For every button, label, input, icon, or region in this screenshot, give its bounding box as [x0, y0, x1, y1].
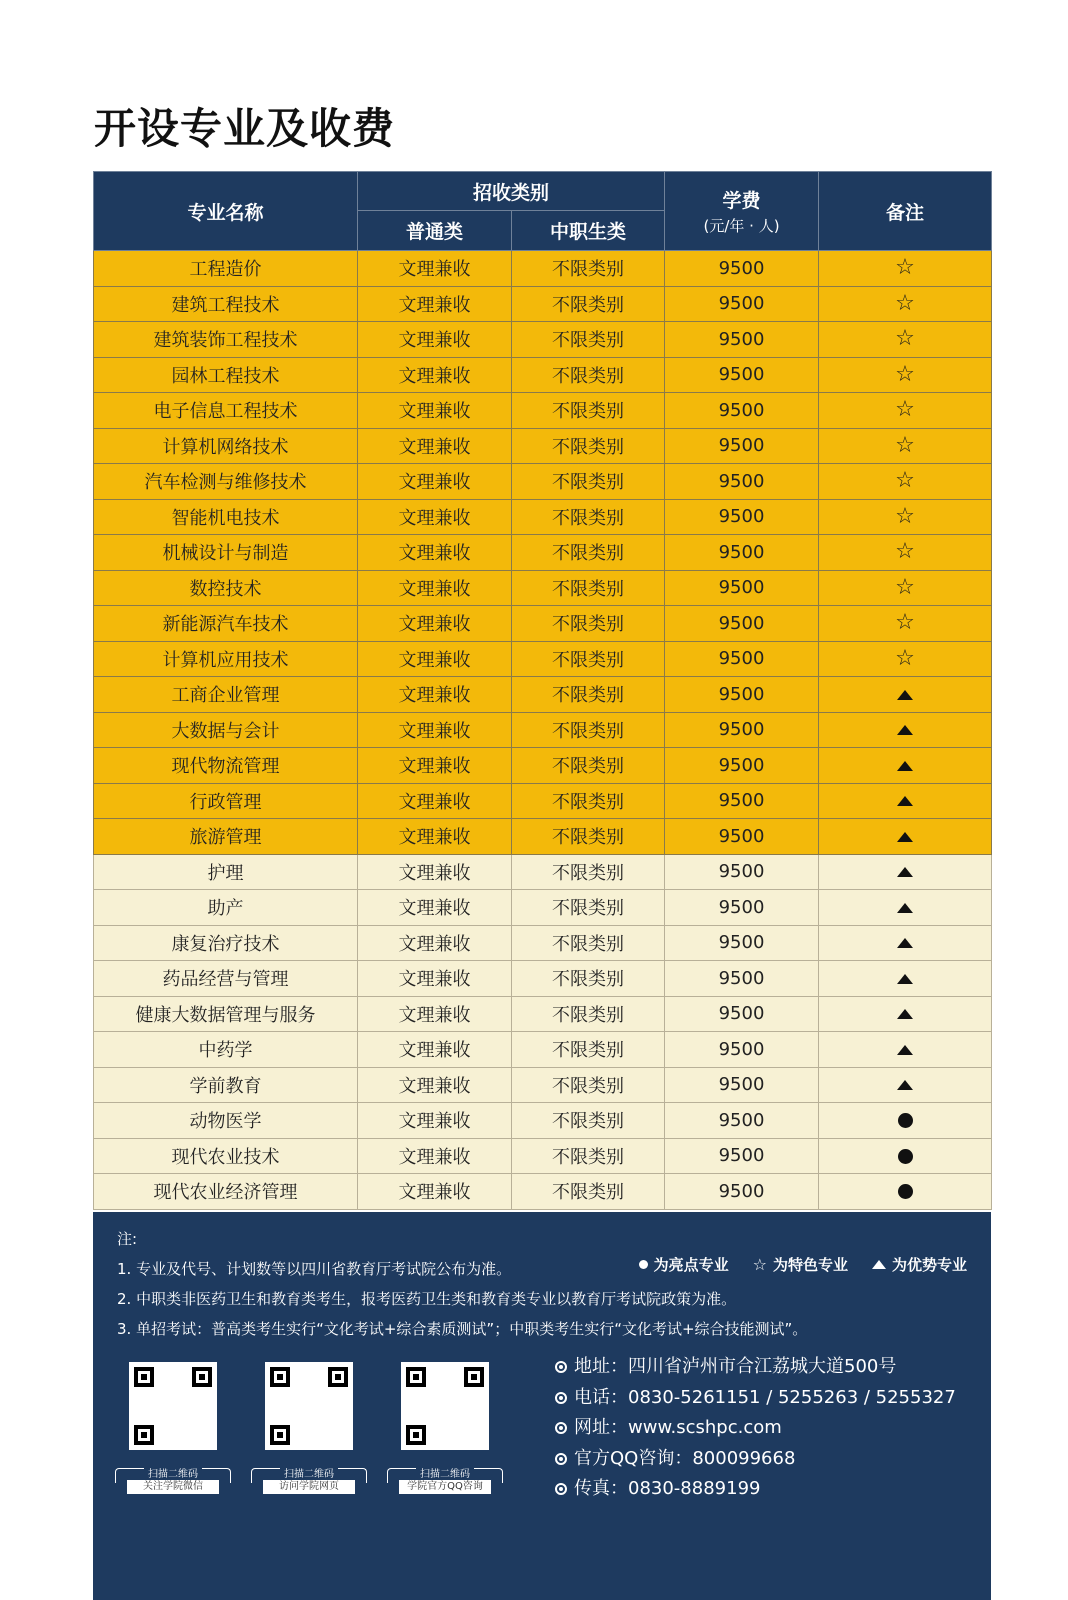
triangle-icon	[897, 1009, 913, 1019]
cell-remark	[819, 677, 992, 713]
cell-general: 文理兼收	[358, 570, 512, 606]
dot-icon	[898, 1149, 913, 1164]
cell-fee: 9500	[665, 570, 819, 606]
cell-general: 文理兼收	[358, 748, 512, 784]
triangle-icon	[897, 974, 913, 984]
legend	[639, 1254, 967, 1275]
notes-heading: 注:	[117, 1230, 138, 1248]
bullet-icon	[555, 1453, 567, 1465]
contact-fax	[555, 1474, 956, 1505]
cell-fee: 9500	[665, 286, 819, 322]
qr-website[interactable]	[251, 1362, 367, 1498]
cell-vocational: 不限类别	[512, 286, 665, 322]
header-fee-label: 学费	[722, 190, 761, 212]
contact-phone	[555, 1383, 956, 1414]
star-icon: ☆	[752, 1255, 767, 1274]
cell-vocational: 不限类别	[512, 1103, 665, 1139]
cell-name: 园林工程技术	[94, 357, 358, 393]
star-icon: ☆	[895, 610, 915, 636]
cell-general: 文理兼收	[358, 357, 512, 393]
qr-label: 访问学院网页	[263, 1480, 355, 1494]
table-row	[94, 783, 992, 819]
cell-name: 现代农业经济管理	[94, 1174, 358, 1210]
cell-remark	[819, 428, 992, 464]
cell-general: 文理兼收	[358, 677, 512, 713]
cell-remark	[819, 1103, 992, 1139]
cell-general: 文理兼收	[358, 535, 512, 571]
qr-code-icon	[265, 1362, 353, 1450]
star-icon: ☆	[895, 290, 915, 316]
table-row	[94, 961, 992, 997]
cell-fee: 9500	[665, 1138, 819, 1174]
cell-fee: 9500	[665, 1103, 819, 1139]
table-row	[94, 996, 992, 1032]
header-general: 普通类	[358, 211, 512, 251]
cell-general: 文理兼收	[358, 606, 512, 642]
cell-fee: 9500	[665, 606, 819, 642]
cell-vocational: 不限类别	[512, 606, 665, 642]
qr-label: 关注学院微信	[127, 1480, 219, 1494]
qr-scan-label: 扫描二维码	[416, 1465, 474, 1480]
cell-name: 工商企业管理	[94, 677, 358, 713]
cell-remark	[819, 1067, 992, 1103]
cell-vocational: 不限类别	[512, 677, 665, 713]
cell-name: 健康大数据管理与服务	[94, 996, 358, 1032]
bullet-icon	[555, 1483, 567, 1495]
bullet-icon	[555, 1361, 567, 1373]
cell-fee: 9500	[665, 535, 819, 571]
triangle-icon	[897, 690, 913, 700]
cell-vocational: 不限类别	[512, 570, 665, 606]
cell-general: 文理兼收	[358, 251, 512, 287]
cell-general: 文理兼收	[358, 641, 512, 677]
contact-fax-text: 传真：0830-8889199	[574, 1478, 761, 1499]
qr-code-icon	[129, 1362, 217, 1450]
cell-vocational: 不限类别	[512, 641, 665, 677]
header-enroll-group: 招收类别	[358, 172, 665, 211]
qr-wechat[interactable]	[115, 1362, 231, 1498]
star-icon: ☆	[895, 468, 915, 494]
cell-name: 药品经营与管理	[94, 961, 358, 997]
table-row	[94, 535, 992, 571]
bullet-icon	[555, 1392, 567, 1404]
cell-remark	[819, 961, 992, 997]
cell-vocational: 不限类别	[512, 925, 665, 961]
header-fee-unit: (元/年 · 人)	[703, 217, 780, 235]
cell-name: 旅游管理	[94, 819, 358, 855]
star-icon: ☆	[895, 255, 915, 281]
cell-vocational: 不限类别	[512, 783, 665, 819]
cell-fee: 9500	[665, 464, 819, 500]
table-row	[94, 890, 992, 926]
note-item: 1. 专业及代号、计划数等以四川省教育厅考试院公布为准。	[117, 1260, 512, 1278]
dot-icon	[898, 1184, 913, 1199]
legend-star-label: 为特色专业	[772, 1256, 848, 1274]
contact-address-text: 地址：四川省泸州市合江荔城大道500号	[574, 1356, 897, 1377]
cell-remark	[819, 712, 992, 748]
cell-remark	[819, 1138, 992, 1174]
triangle-icon	[897, 1045, 913, 1055]
cell-remark	[819, 783, 992, 819]
cell-remark	[819, 819, 992, 855]
table-row	[94, 712, 992, 748]
cell-remark	[819, 854, 992, 890]
cell-fee: 9500	[665, 783, 819, 819]
header-fee	[665, 172, 819, 251]
cell-name: 机械设计与制造	[94, 535, 358, 571]
cell-vocational: 不限类别	[512, 322, 665, 358]
notes	[117, 1224, 807, 1344]
cell-remark	[819, 606, 992, 642]
table-row	[94, 464, 992, 500]
table-row	[94, 925, 992, 961]
cell-general: 文理兼收	[358, 996, 512, 1032]
star-icon: ☆	[895, 361, 915, 387]
cell-remark	[819, 357, 992, 393]
cell-general: 文理兼收	[358, 1032, 512, 1068]
cell-general: 文理兼收	[358, 819, 512, 855]
star-icon: ☆	[895, 574, 915, 600]
cell-vocational: 不限类别	[512, 428, 665, 464]
cell-name: 电子信息工程技术	[94, 393, 358, 429]
cell-vocational: 不限类别	[512, 464, 665, 500]
cell-remark	[819, 1032, 992, 1068]
table-row	[94, 570, 992, 606]
cell-fee: 9500	[665, 712, 819, 748]
cell-name: 计算机网络技术	[94, 428, 358, 464]
table-row	[94, 251, 992, 287]
page-title: 开设专业及收费	[94, 104, 396, 153]
triangle-icon	[897, 1080, 913, 1090]
contact-phone-text: 电话：0830-5261151 / 5255263 / 5255327	[574, 1386, 956, 1408]
cell-general: 文理兼收	[358, 961, 512, 997]
cell-general: 文理兼收	[358, 890, 512, 926]
note-item: 3. 单招考试：普高类考生实行“文化考试+综合素质测试”；中职类考生实行“文化考试+综合技能测试”。	[117, 1320, 808, 1338]
cell-remark	[819, 499, 992, 535]
qr-scan-label: 扫描二维码	[280, 1465, 338, 1480]
cell-vocational: 不限类别	[512, 1032, 665, 1068]
triangle-icon	[897, 832, 913, 842]
cell-remark	[819, 890, 992, 926]
cell-fee: 9500	[665, 357, 819, 393]
table-row	[94, 748, 992, 784]
table-row	[94, 1067, 992, 1103]
cell-fee: 9500	[665, 1067, 819, 1103]
table-row	[94, 641, 992, 677]
cell-name: 康复治疗技术	[94, 925, 358, 961]
cell-name: 现代农业技术	[94, 1138, 358, 1174]
cell-name: 中药学	[94, 1032, 358, 1068]
cell-vocational: 不限类别	[512, 748, 665, 784]
cell-vocational: 不限类别	[512, 819, 665, 855]
cell-fee: 9500	[665, 641, 819, 677]
cell-vocational: 不限类别	[512, 251, 665, 287]
contact-website-text: 网址：www.scshpc.com	[574, 1417, 782, 1438]
table-row	[94, 357, 992, 393]
contact-website	[555, 1413, 956, 1444]
cell-vocational: 不限类别	[512, 996, 665, 1032]
cell-name: 汽车检测与维修技术	[94, 464, 358, 500]
cell-fee: 9500	[665, 393, 819, 429]
cell-fee: 9500	[665, 1032, 819, 1068]
cell-fee: 9500	[665, 854, 819, 890]
legend-dot-label: 为亮点专业	[653, 1256, 729, 1274]
header-remark: 备注	[819, 172, 992, 251]
table-row	[94, 606, 992, 642]
cell-general: 文理兼收	[358, 1174, 512, 1210]
cell-fee: 9500	[665, 890, 819, 926]
cell-general: 文理兼收	[358, 499, 512, 535]
cell-remark	[819, 393, 992, 429]
cell-remark	[819, 570, 992, 606]
table-row	[94, 428, 992, 464]
cell-vocational: 不限类别	[512, 961, 665, 997]
cell-name: 智能机电技术	[94, 499, 358, 535]
cell-fee: 9500	[665, 996, 819, 1032]
triangle-icon	[897, 796, 913, 806]
cell-general: 文理兼收	[358, 322, 512, 358]
legend-triangle-label: 为优势专业	[891, 1256, 967, 1274]
cell-general: 文理兼收	[358, 1067, 512, 1103]
cell-vocational: 不限类别	[512, 535, 665, 571]
cell-fee: 9500	[665, 1174, 819, 1210]
cell-general: 文理兼收	[358, 783, 512, 819]
cell-vocational: 不限类别	[512, 712, 665, 748]
contact-info	[555, 1352, 956, 1505]
qr-label: 学院官方QQ咨询	[399, 1480, 491, 1494]
cell-name: 行政管理	[94, 783, 358, 819]
cell-name: 护理	[94, 854, 358, 890]
cell-fee: 9500	[665, 925, 819, 961]
triangle-icon	[897, 725, 913, 735]
cell-name: 数控技术	[94, 570, 358, 606]
cell-general: 文理兼收	[358, 1103, 512, 1139]
cell-name: 学前教育	[94, 1067, 358, 1103]
cell-fee: 9500	[665, 428, 819, 464]
cell-general: 文理兼收	[358, 428, 512, 464]
cell-remark	[819, 925, 992, 961]
triangle-icon	[897, 903, 913, 913]
cell-fee: 9500	[665, 251, 819, 287]
cell-vocational: 不限类别	[512, 1067, 665, 1103]
cell-name: 建筑装饰工程技术	[94, 322, 358, 358]
cell-name: 计算机应用技术	[94, 641, 358, 677]
contact-qq-text: 官方QQ咨询：800099668	[574, 1447, 796, 1469]
table-row	[94, 677, 992, 713]
table-row	[94, 1032, 992, 1068]
bullet-icon	[555, 1422, 567, 1434]
note-item: 2. 中职类非医药卫生和教育类考生，报考医药卫生类和教育类专业以教育厅考试院政策为准。	[117, 1290, 737, 1308]
table-row	[94, 393, 992, 429]
star-icon: ☆	[895, 645, 915, 671]
cell-general: 文理兼收	[358, 286, 512, 322]
contact-qq	[555, 1444, 956, 1475]
legend-dot	[639, 1254, 729, 1275]
table-row	[94, 499, 992, 535]
cell-name: 大数据与会计	[94, 712, 358, 748]
cell-general: 文理兼收	[358, 464, 512, 500]
cell-remark	[819, 996, 992, 1032]
cell-name: 新能源汽车技术	[94, 606, 358, 642]
triangle-icon	[897, 867, 913, 877]
cell-vocational: 不限类别	[512, 499, 665, 535]
qr-qq[interactable]	[387, 1362, 503, 1498]
table-row	[94, 322, 992, 358]
table-row	[94, 1103, 992, 1139]
cell-general: 文理兼收	[358, 854, 512, 890]
cell-vocational: 不限类别	[512, 890, 665, 926]
cell-fee: 9500	[665, 499, 819, 535]
cell-remark	[819, 464, 992, 500]
cell-name: 动物医学	[94, 1103, 358, 1139]
cell-vocational: 不限类别	[512, 393, 665, 429]
cell-general: 文理兼收	[358, 712, 512, 748]
cell-vocational: 不限类别	[512, 854, 665, 890]
header-major: 专业名称	[94, 172, 358, 251]
star-icon: ☆	[895, 503, 915, 529]
cell-fee: 9500	[665, 748, 819, 784]
triangle-icon	[897, 938, 913, 948]
cell-general: 文理兼收	[358, 1138, 512, 1174]
cell-name: 工程造价	[94, 251, 358, 287]
cell-general: 文理兼收	[358, 925, 512, 961]
footer-panel	[93, 1212, 991, 1600]
qr-codes	[115, 1362, 545, 1512]
table-row	[94, 286, 992, 322]
triangle-icon	[897, 761, 913, 771]
cell-name: 建筑工程技术	[94, 286, 358, 322]
cell-general: 文理兼收	[358, 393, 512, 429]
legend-triangle	[872, 1254, 967, 1275]
cell-remark	[819, 748, 992, 784]
cell-name: 助产	[94, 890, 358, 926]
triangle-icon	[872, 1260, 886, 1269]
star-icon: ☆	[895, 326, 915, 352]
cell-vocational: 不限类别	[512, 1138, 665, 1174]
table-row	[94, 1174, 992, 1210]
cell-fee: 9500	[665, 961, 819, 997]
cell-fee: 9500	[665, 322, 819, 358]
cell-fee: 9500	[665, 819, 819, 855]
star-icon: ☆	[895, 432, 915, 458]
cell-vocational: 不限类别	[512, 357, 665, 393]
cell-remark	[819, 286, 992, 322]
cell-vocational: 不限类别	[512, 1174, 665, 1210]
dot-icon	[639, 1260, 648, 1269]
table-row	[94, 1138, 992, 1174]
legend-star	[753, 1254, 848, 1275]
cell-fee: 9500	[665, 677, 819, 713]
header-vocational: 中职生类	[512, 211, 665, 251]
table-row	[94, 819, 992, 855]
cell-remark	[819, 322, 992, 358]
cell-remark	[819, 251, 992, 287]
table-body	[94, 251, 992, 1210]
majors-table	[93, 171, 991, 1210]
cell-remark	[819, 535, 992, 571]
cell-remark	[819, 641, 992, 677]
cell-name: 现代物流管理	[94, 748, 358, 784]
cell-remark	[819, 1174, 992, 1210]
qr-code-icon	[401, 1362, 489, 1450]
star-icon: ☆	[895, 397, 915, 423]
star-icon: ☆	[895, 539, 915, 565]
qr-scan-label: 扫描二维码	[144, 1465, 202, 1480]
dot-icon	[898, 1113, 913, 1128]
contact-address	[555, 1352, 956, 1383]
table-row	[94, 854, 992, 890]
